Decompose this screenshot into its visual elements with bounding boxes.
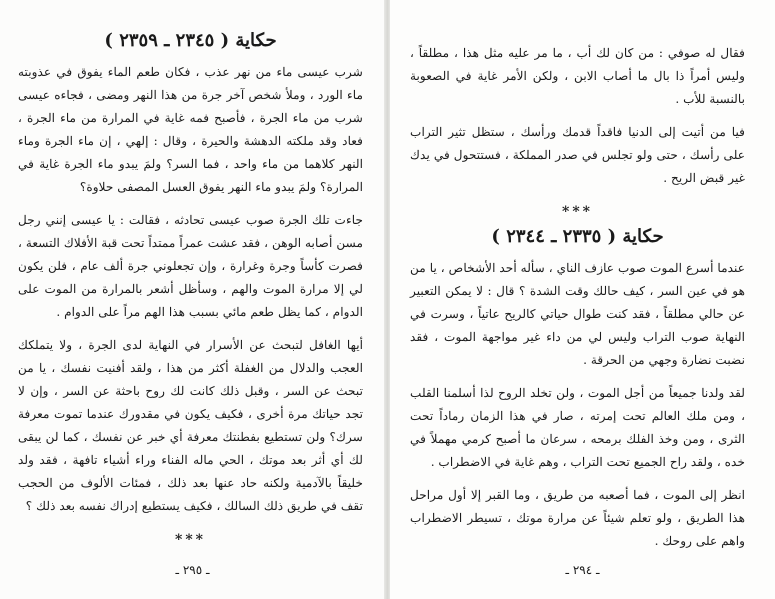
story-paragraph: جاءت تلك الجرة صوب عيسى تحادثه ، فقالت : يا عيسى إنني رجل مسن أصابه الوهن ، فقد عشت عمراً ممتداً تحت قبة الأفلاك التسعة ، فصرت كأساً وجرة وغرارة ، وإن تجعلوني جرة ألف عام ، فلن يكون لي إلا مرارة الموت والهم ، وسأظل أشعر بالمرارة من الموت على الدوام ، كما يظل طعم مائي بسبب هذا الهم مراً على الدوام . (18, 213, 363, 319)
left-page (0, 0, 385, 599)
story-title: حكاية ( ٢٣٣٥ ـ ٢٣٤٤ ) (491, 226, 664, 247)
section-separator: *** (175, 532, 206, 548)
story-paragraph: عندما أسرع الموت صوب عازف الناي ، سأله أحد الأشخاص ، يا من هو في عين السر ، كيف حالك وقت الشدة ؟ قال : لا يمكن التعبير عن حالي مطلقاً ، فقد كنت طوال حياتي كالريح عاتياً ، وسرت في النهاية صوب التراب وليس لي من داء غير مواجهة الموت ، فقد نضبت نضارة وجهي من الحرقة . (410, 261, 745, 367)
story-paragraph: شرب عيسى ماء من نهر عذب ، فكان طعم الماء يفوق في عذوبته ماء الورد ، وملأ شخص آخر جرة من هذا النهر ومضى ، فجاءه عيسى شرب من ماء الجرة ، فأصبح فمه غاية في المرارة من ماء الجرة ، فعاد وقد ملكته الدهشة والحيرة ، وقال : إلهي ، إن ماء الجرة وماء النهر كلاهما من ماء واحد ، فما السر؟ ولمَ يبدو ماء الجرة غاية في المرارة؟ ولمَ يبدو ماء النهر يفوق العسل المصفى حلاوة؟ (18, 65, 363, 194)
story-paragraph: أيها الغافل لتبحث عن الأسرار في النهاية لدى الجرة ، ولا يتملكك العجب والدلال من الغفلة أكثر من هذا ، ولقد أفنيت نفسك ، يا من تبحث عن السر ، وقبل ذلك كانت لك روح باحثة عن السر ، وإن لا تجد حياتك مرة أخرى ، فكيف يكون في مقدورك عندما تموت معرفة سرك؟ ولن تستطيع بفطنتك معرفة أي خبر عن نفسك ، كما لن يبقى لك أي أثر بعد موتك ، الحي ماله الفناء وراء أشياء تافهة ، فقد ولد خليقاً بالآدمية ولكنه حاد عنها بعد ذلك ، فمئات الألوف من الحجب تقف في طريق ذلك السالك ، فكيف يستطيع إدراك نفسه بعد ذلك ؟ (18, 338, 363, 513)
page-number: ـ ٢٩٥ ـ (175, 563, 210, 577)
story-paragraph: فيا من أتيت إلى الدنيا فاقداً قدمك ورأسك ، ستظل تثير التراب على رأسك ، حتى ولو تجلس في صدر المملكة ، فستتحول في يدك غير قبض الريح . (410, 125, 745, 185)
story-paragraph: لقد ولدنا جميعاً من أجل الموت ، ولن تخلد الروح لذا أسلمنا القلب ، ومن ملك العالم تحت إمرته ، صار في هذا الزمان رماداً تحت الثرى ، ومن وخذ الفلك برمحه ، سرعان ما أصبح كرمي مهملاً في خده ، ولقد راح الجميع تحت التراب ، وهم غاية في الاضطراب . (410, 386, 745, 469)
page-number: ـ ٢٩٤ ـ (565, 563, 600, 577)
story-paragraph: انظر إلى الموت ، فما أصعبه من طريق ، وما القبر إلا أول مراحل هذا الطريق ، ولو تعلم شيئاً عن مرارة موتك ، تسيطر الاضطراب واهم على روحك . (410, 488, 745, 548)
right-page (390, 0, 775, 599)
story-title: حكاية ( ٢٣٤٥ ـ ٢٣٥٩ ) (104, 30, 277, 51)
story-paragraph: فقال له صوفي : من كان لك أب ، ما مر عليه مثل هذا ، مطلقاً ، وليس أمراً ذا بال ما أصاب الابن ، ولكن الأمر غاية في الصعوبة بالنسبة للأب . (410, 46, 745, 106)
section-separator: *** (562, 204, 593, 220)
